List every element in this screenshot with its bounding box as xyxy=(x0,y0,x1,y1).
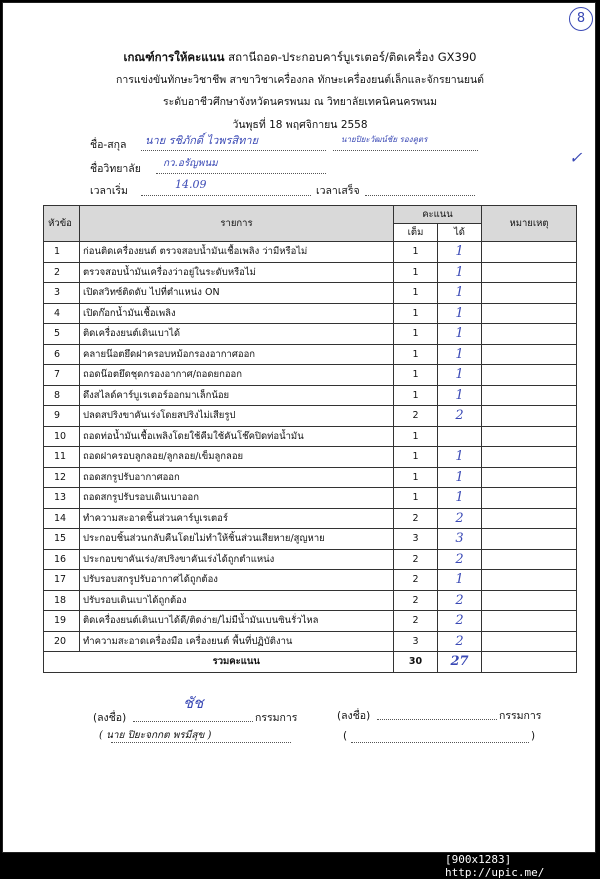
row-num: 2 xyxy=(44,262,80,283)
right-name-open: ( xyxy=(343,730,348,742)
row-full: 1 xyxy=(394,242,438,263)
row-num: 16 xyxy=(44,549,80,570)
row-full: 1 xyxy=(394,385,438,406)
row-note xyxy=(482,570,577,591)
total-row xyxy=(44,652,577,673)
row-item: ดึงสไลด์คาร์บูเรเตอร์ออกมาเล็กน้อย xyxy=(80,385,394,406)
table-row xyxy=(44,488,577,509)
right-role: กรรมการ xyxy=(499,710,542,722)
row-note xyxy=(482,262,577,283)
table-row xyxy=(44,570,577,591)
row-num: 8 xyxy=(44,385,80,406)
table-row xyxy=(44,549,577,570)
row-item: ประกอบขาคันเร่ง/สปริงขาคันเร่งได้ถูกตำแหน่ง xyxy=(80,549,394,570)
row-full: 2 xyxy=(394,570,438,591)
table-row xyxy=(44,508,577,529)
end-label: เวลาเสร็จ xyxy=(316,185,360,197)
total-label: รวมคะแนน xyxy=(80,652,394,673)
header-got: ได้ xyxy=(438,224,482,242)
row-item: ปรับรอบเดินเบาได้ถูกต้อง xyxy=(80,590,394,611)
row-item: ตรวจสอบน้ำมันเครื่องว่าอยู่ในระดับหรือไม่ xyxy=(80,262,394,283)
row-full: 3 xyxy=(394,529,438,550)
table-row xyxy=(44,529,577,550)
row-full: 2 xyxy=(394,549,438,570)
row-num: 6 xyxy=(44,344,80,365)
row-item: ถอดฝาครอบลูกลอย/ลูกลอย/เข็มลูกลอย xyxy=(80,447,394,468)
name-value: นาย รชิภักดิ์ ไวพรสิทาย xyxy=(145,134,259,147)
image-host-watermark: [900x1283] http://upic.me/ xyxy=(445,853,545,879)
row-note xyxy=(482,303,577,324)
row-num: 4 xyxy=(44,303,80,324)
row-note xyxy=(482,344,577,365)
table-row xyxy=(44,262,577,283)
row-num: 17 xyxy=(44,570,80,591)
page-number-mark: 8 xyxy=(569,7,593,31)
row-full: 2 xyxy=(394,406,438,427)
row-got: 1 xyxy=(438,385,482,406)
college-value: กว.อรัญพนม xyxy=(163,158,218,169)
title-rest: สถานีถอด-ประกอบคาร์บูเรเตอร์/ติดเครื่อง GX390 xyxy=(228,50,477,64)
row-item: ถอดน๊อตยึดชุดกรองอากาศ/ถอดยกออก xyxy=(80,365,394,386)
row-note xyxy=(482,467,577,488)
row-note xyxy=(482,590,577,611)
table-row xyxy=(44,631,577,652)
name2-value: นายปิยะวัฒน์ชัย รองคูตร xyxy=(341,135,428,144)
row-full: 1 xyxy=(394,344,438,365)
row-got: 2 xyxy=(438,611,482,632)
row-got: 1 xyxy=(438,283,482,304)
row-got: 2 xyxy=(438,631,482,652)
competition-line: การแข่งขันทักษะวิชาชีพ สาขาวิชาเครื่องกล ทักษะเครื่องยนต์เล็กและจักรยานยนต์ xyxy=(116,74,484,86)
row-got: 1 xyxy=(438,242,482,263)
header-note: หมายเหตุ xyxy=(482,206,577,242)
row-note xyxy=(482,324,577,345)
row-item: ถอดท่อน้ำมันเชื้อเพลิงโดยใช้คีมใช้คันโช๊คปิดท่อน้ำมัน xyxy=(80,426,394,447)
left-sign-label: (ลงชื่อ) xyxy=(93,712,127,724)
row-num: 14 xyxy=(44,508,80,529)
row-item: ถอดสกรูปรับรอบเดินเบาออก xyxy=(80,488,394,509)
row-note xyxy=(482,242,577,263)
name-label: ชื่อ-สกุล xyxy=(90,139,127,151)
row-got: 1 xyxy=(438,303,482,324)
check-mark: ✓ xyxy=(569,148,583,167)
row-full: 1 xyxy=(394,262,438,283)
row-full: 2 xyxy=(394,590,438,611)
row-got: 1 xyxy=(438,570,482,591)
row-got: 1 xyxy=(438,344,482,365)
row-item: ปรับรอบสกรูปรับอากาศได้ถูกต้อง xyxy=(80,570,394,591)
row-note xyxy=(482,508,577,529)
end-dots xyxy=(365,195,475,196)
start-label: เวลาเริ่ม xyxy=(90,185,128,197)
left-signature: ชัช xyxy=(183,694,204,712)
row-full: 3 xyxy=(394,631,438,652)
row-note xyxy=(482,631,577,652)
row-got: 3 xyxy=(438,529,482,550)
header-full: เต็ม xyxy=(394,224,438,242)
row-note xyxy=(482,406,577,427)
row-num: 20 xyxy=(44,631,80,652)
row-num: 7 xyxy=(44,365,80,386)
row-item: ถอดสกรูปรับอากาศออก xyxy=(80,467,394,488)
right-sign-label: (ลงชื่อ) xyxy=(337,710,371,722)
total-got: 27 xyxy=(438,652,482,673)
row-num: 18 xyxy=(44,590,80,611)
row-got xyxy=(438,426,482,447)
row-note xyxy=(482,549,577,570)
row-got: 2 xyxy=(438,549,482,570)
college-label: ชื่อวิทยาลัย xyxy=(90,163,141,175)
row-item: ก่อนติดเครื่องยนต์ ตรวจสอบน้ำมันเชื้อเพลิง ว่ามีหรือไม่ xyxy=(80,242,394,263)
row-got: 2 xyxy=(438,508,482,529)
row-got: 2 xyxy=(438,590,482,611)
table-row xyxy=(44,467,577,488)
left-role: กรรมการ xyxy=(255,712,298,724)
header-score: คะแนน xyxy=(394,206,482,224)
row-full: 1 xyxy=(394,365,438,386)
name2-dots xyxy=(333,150,478,151)
row-item: เปิดสวิทซ์ติดดับ ไปที่ตำแหน่ง ON xyxy=(80,283,394,304)
row-got: 2 xyxy=(438,406,482,427)
start-value: 14.09 xyxy=(175,178,207,191)
table-row xyxy=(44,426,577,447)
row-note xyxy=(482,488,577,509)
table-row xyxy=(44,344,577,365)
row-got: 1 xyxy=(438,488,482,509)
row-note xyxy=(482,283,577,304)
sheet-title xyxy=(3,49,596,67)
venue-line: ระดับอาชีวศึกษาจังหวัดนครพนม ณ วิทยาลัยเทคนิคนครพนม xyxy=(162,96,438,108)
row-num: 13 xyxy=(44,488,80,509)
right-name-close: ) xyxy=(531,730,536,742)
row-item: ปลดสปริงขาคันเร่งโดยสปริงไม่เสียรูป xyxy=(80,406,394,427)
left-name-dots xyxy=(111,742,291,743)
table-row xyxy=(44,283,577,304)
row-full: 2 xyxy=(394,508,438,529)
row-note xyxy=(482,385,577,406)
date-line: วันพุธที่ 18 พฤศจิกายน 2558 xyxy=(232,119,368,131)
table-row xyxy=(44,385,577,406)
row-item: ทำความสะอาดชิ้นส่วนคาร์บูเรเตอร์ xyxy=(80,508,394,529)
row-item: ประกอบชิ้นส่วนกลับคืนโดยไม่ทำให้ชิ้นส่วนเสียหาย/สูญหาย xyxy=(80,529,394,550)
row-full: 1 xyxy=(394,467,438,488)
row-got: 1 xyxy=(438,324,482,345)
header-item: รายการ xyxy=(80,206,394,242)
row-item: เปิดก๊อกน้ำมันเชื้อเพลิง xyxy=(80,303,394,324)
row-full: 1 xyxy=(394,283,438,304)
row-num: 10 xyxy=(44,426,80,447)
name-dots xyxy=(141,150,326,151)
row-item: ติดเครื่องยนต์เดินเบาได้ดี/ติดง่าย/ไม่มีน้ำมันเบนซินรั่วไหล xyxy=(80,611,394,632)
table-row xyxy=(44,590,577,611)
left-name: ( นาย ปิยะจกกต พรมีสุข ) xyxy=(99,730,212,741)
row-full: 1 xyxy=(394,447,438,468)
row-num: 5 xyxy=(44,324,80,345)
row-full: 1 xyxy=(394,488,438,509)
row-got: 1 xyxy=(438,262,482,283)
row-num: 12 xyxy=(44,467,80,488)
row-full: 1 xyxy=(394,324,438,345)
header-num: หัวข้อ xyxy=(44,206,80,242)
row-full: 1 xyxy=(394,303,438,324)
row-item: ทำความสะอาดเครื่องมือ เครื่องยนต์ พื้นที่ปฏิบัติงาน xyxy=(80,631,394,652)
row-num: 1 xyxy=(44,242,80,263)
row-num: 19 xyxy=(44,611,80,632)
row-num: 11 xyxy=(44,447,80,468)
row-num: 9 xyxy=(44,406,80,427)
table-row xyxy=(44,303,577,324)
row-note xyxy=(482,426,577,447)
title-bold: เกณฑ์การให้คะแนน xyxy=(123,50,225,64)
row-note xyxy=(482,365,577,386)
row-got: 1 xyxy=(438,467,482,488)
row-got: 1 xyxy=(438,365,482,386)
start-dots xyxy=(141,195,311,196)
row-num: 15 xyxy=(44,529,80,550)
right-name-dots xyxy=(351,742,529,743)
row-full: 1 xyxy=(394,426,438,447)
total-full: 30 xyxy=(394,652,438,673)
table-row xyxy=(44,242,577,263)
row-note xyxy=(482,611,577,632)
table-row xyxy=(44,324,577,345)
row-num: 3 xyxy=(44,283,80,304)
row-item: คลายน๊อตยึดฝาครอบหม้อกรองอากาศออก xyxy=(80,344,394,365)
row-item: ติดเครื่องยนต์เดินเบาได้ xyxy=(80,324,394,345)
table-row xyxy=(44,365,577,386)
left-sign-dots xyxy=(133,721,253,722)
right-sign-dots xyxy=(377,719,497,720)
row-note xyxy=(482,529,577,550)
row-got: 1 xyxy=(438,447,482,468)
table-row xyxy=(44,406,577,427)
table-row xyxy=(44,611,577,632)
table-row xyxy=(44,447,577,468)
score-table xyxy=(43,205,577,673)
score-sheet xyxy=(2,2,596,853)
college-dots xyxy=(156,173,326,174)
row-note xyxy=(482,447,577,468)
row-full: 2 xyxy=(394,611,438,632)
